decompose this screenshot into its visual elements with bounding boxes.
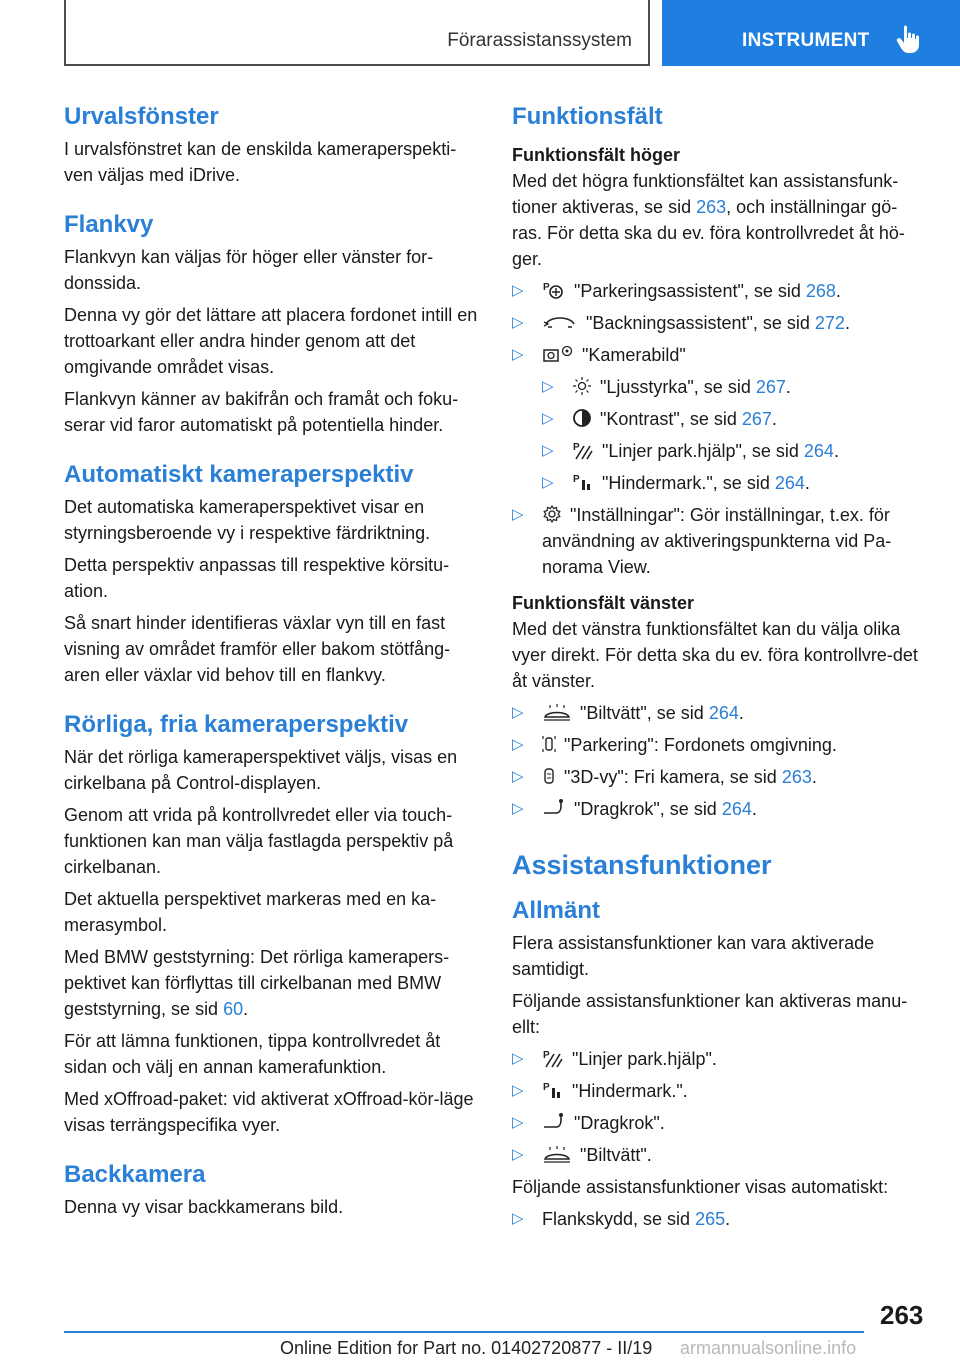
text: Med det högra funktionsfältet kan assistansfunk‐tioner aktiveras, se sid xyxy=(512,171,899,217)
subheading-funktionsfalt-hoger: Funktionsfält höger xyxy=(512,145,680,165)
list-item xyxy=(542,438,926,464)
subheading-funktionsfalt-vanster: Funktionsfält vänster xyxy=(512,593,695,613)
svg-text:P: P xyxy=(573,474,580,485)
text: . xyxy=(243,999,249,1019)
page-link[interactable]: 263 xyxy=(696,197,727,217)
paragraph: Följande assistansfunktioner visas automatiskt: xyxy=(512,1177,889,1197)
list-item xyxy=(512,700,926,726)
list-item xyxy=(512,1142,926,1168)
text: "Linjer park.hjälp", se sid xyxy=(602,441,804,461)
svg-text:P: P xyxy=(543,1050,550,1061)
paragraph: Genom att vrida på kontrollvredet eller via touch‐funktionen kan man välja fastlagda perspektiv på cirkelbanan. xyxy=(64,805,454,877)
paragraph xyxy=(64,944,478,1022)
text: . xyxy=(833,441,839,461)
paragraph: Med det vänstra funktionsfältet kan du välja olika vyer direkt. För detta ska du ev. föra kontrollvre‐det åt vänster. xyxy=(512,619,918,691)
list-marker: ▷ xyxy=(512,736,524,753)
car-wash-icon xyxy=(542,702,572,722)
text: . xyxy=(844,313,850,333)
page-number: 263 xyxy=(880,1300,924,1330)
camera-icon xyxy=(542,344,574,364)
heading-assistansfunktioner: Assistansfunktioner xyxy=(512,850,772,880)
svg-text:P: P xyxy=(573,442,580,453)
svg-text:P: P xyxy=(543,1082,550,1093)
parking-view-icon xyxy=(542,734,556,754)
text: "Hindermark.". xyxy=(572,1081,688,1101)
brightness-icon xyxy=(572,376,592,396)
list-marker: ▷ xyxy=(542,474,554,491)
paragraph: Med xOffroad-paket: vid aktiverat xOffroad-kör‐läge visas terrängspecifika vyer. xyxy=(64,1089,474,1135)
paragraph: Det automatiska kameraperspektivet visar en styrningsberoende vy i respektive färdriktning. xyxy=(64,497,431,543)
heading-backkamera: Backkamera xyxy=(64,1161,206,1188)
list-marker: ▷ xyxy=(512,314,524,331)
footer-divider xyxy=(64,1331,864,1333)
text: "Dragkrok", se sid xyxy=(574,799,722,819)
hand-pointer-icon xyxy=(896,24,924,54)
paragraph: För att lämna funktionen, tippa kontrollvredet åt sidan och välj en annan kamerafunktion. xyxy=(64,1031,441,1077)
paragraph: Denna vy gör det lättare att placera fordonet intill en trottoarkant eller andra hinder genom att det omgivande området visas. xyxy=(64,305,478,377)
list-item xyxy=(542,406,926,432)
text: . xyxy=(835,281,841,301)
3d-view-icon xyxy=(542,766,556,786)
right-column xyxy=(512,100,926,1238)
page-link[interactable]: 268 xyxy=(805,281,836,301)
list-left-functions xyxy=(512,700,926,822)
list-item xyxy=(512,732,926,758)
page-link[interactable]: 267 xyxy=(741,409,772,429)
paragraph xyxy=(512,168,926,272)
paragraph: Så snart hinder identifieras växlar vyn till en fast visning av området framför eller bakom stötfång‐aren eller växlar vid behov till en flankvy. xyxy=(64,613,451,685)
parking-lines-icon xyxy=(542,1048,564,1068)
header-chapter-title: INSTRUMENT xyxy=(742,30,870,51)
list-camera-settings xyxy=(542,374,926,496)
paragraph: Flera assistansfunktioner kan vara aktiverade samtidigt. xyxy=(512,933,875,979)
list-right-functions xyxy=(512,278,926,368)
list-item xyxy=(512,310,926,336)
text: "Parkering": Fordonets omgivning. xyxy=(564,735,837,755)
text: "Inställningar": Gör inställningar, t.ex. för användning av aktiveringspunkterna vid Pa‐norama View. xyxy=(542,505,892,577)
parking-lines-icon xyxy=(572,440,594,460)
page-link[interactable]: 264 xyxy=(708,703,739,723)
text: . xyxy=(725,1209,731,1229)
list-item xyxy=(512,278,926,304)
list-item xyxy=(512,764,926,790)
list-item xyxy=(512,1046,926,1072)
tow-hitch-icon xyxy=(542,798,566,818)
paragraph: Följande assistansfunktioner kan aktiveras manu‐ellt: xyxy=(512,991,908,1037)
page-link[interactable]: 60 xyxy=(223,999,244,1019)
text: "Hindermark.", se sid xyxy=(602,473,775,493)
svg-text:P: P xyxy=(543,282,550,293)
list-item xyxy=(512,502,926,580)
contrast-icon xyxy=(572,408,592,428)
list-marker: ▷ xyxy=(512,346,524,363)
list-marker: ▷ xyxy=(542,378,554,395)
page-link[interactable]: 263 xyxy=(781,767,812,787)
settings-icon xyxy=(542,504,562,524)
watermark: armannualsonline.info xyxy=(680,1338,857,1358)
paragraph: Flankvyn kan väljas för höger eller vänster for‐donssida. xyxy=(64,247,434,293)
text: "Kamerabild" xyxy=(582,345,686,365)
text: "Kontrast", se sid xyxy=(600,409,742,429)
page-link[interactable]: 267 xyxy=(755,377,786,397)
list-item xyxy=(542,374,926,400)
obstacle-marking-icon xyxy=(542,1080,564,1100)
text: "3D-vy": Fri kamera, se sid xyxy=(564,767,782,787)
list-item xyxy=(512,796,926,822)
left-column xyxy=(64,100,478,1226)
list-marker: ▷ xyxy=(512,282,524,299)
page-link[interactable]: 264 xyxy=(774,473,805,493)
text: Med BMW geststyrning: Det rörliga kamerapers‐pektivet kan förflyttas till cirkelbanan med BMW geststyrning, se sid xyxy=(64,947,450,1019)
heading-funktionsfalt: Funktionsfält xyxy=(512,103,663,130)
text: . xyxy=(738,703,744,723)
list-marker: ▷ xyxy=(542,442,554,459)
text: "Biltvätt". xyxy=(580,1145,652,1165)
text: . xyxy=(785,377,791,397)
page-link[interactable]: 272 xyxy=(814,313,845,333)
list-item xyxy=(512,1078,926,1104)
list-manual-functions xyxy=(512,1046,926,1168)
heading-allmant: Allmänt xyxy=(512,897,601,924)
list-marker: ▷ xyxy=(542,410,554,427)
list-item xyxy=(542,470,926,496)
paragraph: Denna vy visar backkamerans bild. xyxy=(64,1197,344,1217)
heading-urvalsfonster: Urvalsfönster xyxy=(64,103,219,130)
page-link[interactable]: 265 xyxy=(695,1209,726,1229)
list-marker: ▷ xyxy=(512,1146,524,1163)
text: . xyxy=(811,767,817,787)
paragraph: Flankvyn känner av bakifrån och framåt och foku‐serar vid faror automatiskt på potentiella hinder. xyxy=(64,389,459,435)
text: "Linjer park.hjälp". xyxy=(572,1049,717,1069)
list-marker: ▷ xyxy=(512,800,524,817)
text: . xyxy=(751,799,757,819)
list-item xyxy=(512,1206,926,1232)
header-section-title: Förarassistanssystem xyxy=(447,30,632,51)
car-wash-icon xyxy=(542,1144,572,1164)
text: , och inställningar gö‐ras. För detta ska du ev. föra kontrollvredet åt hö‐ger. xyxy=(512,197,905,269)
list-marker: ▷ xyxy=(512,704,524,721)
footer-edition: Online Edition for Part no. 01402720877 - II/19 xyxy=(280,1338,653,1358)
header-section-box xyxy=(64,0,650,66)
parking-assistant-icon xyxy=(542,280,566,300)
heading-automatiskt-kameraperspektiv: Automatiskt kameraperspektiv xyxy=(64,461,414,488)
text: "Backningsassistent", se sid xyxy=(586,313,815,333)
text: "Ljusstyrka", se sid xyxy=(600,377,756,397)
text: "Biltvätt", se sid xyxy=(580,703,709,723)
list-settings xyxy=(512,502,926,580)
list-marker: ▷ xyxy=(512,1114,524,1131)
list-marker: ▷ xyxy=(512,1210,524,1227)
text: Flankskydd, se sid xyxy=(542,1209,696,1229)
list-item xyxy=(512,1110,926,1136)
list-marker: ▷ xyxy=(512,768,524,785)
obstacle-marking-icon xyxy=(572,472,594,492)
text: . xyxy=(804,473,810,493)
list-marker: ▷ xyxy=(512,506,524,523)
text: . xyxy=(771,409,777,429)
heading-rorliga-kameraperspektiv: Rörliga, fria kameraperspektiv xyxy=(64,711,409,738)
list-marker: ▷ xyxy=(512,1082,524,1099)
heading-flankvy: Flankvy xyxy=(64,211,154,238)
list-automatic-functions xyxy=(512,1206,926,1232)
paragraph: Detta perspektiv anpassas till respektive körsitu‐ation. xyxy=(64,555,450,601)
text: "Dragkrok". xyxy=(574,1113,665,1133)
paragraph: När det rörliga kameraperspektivet väljs, visas en cirkelbana på Control-displayen. xyxy=(64,747,458,793)
tow-hitch-icon xyxy=(542,1112,566,1132)
reversing-assistant-icon xyxy=(542,312,578,332)
paragraph: Det aktuella perspektivet markeras med en ka‐merasymbol. xyxy=(64,889,437,935)
page-link[interactable]: 264 xyxy=(803,441,834,461)
page-link[interactable]: 264 xyxy=(721,799,752,819)
paragraph: I urvalsfönstret kan de enskilda kameraperspekti‐ven väljas med iDrive. xyxy=(64,139,457,185)
text: "Parkeringsassistent", se sid xyxy=(574,281,806,301)
header-chapter-tab[interactable] xyxy=(662,0,960,66)
list-marker: ▷ xyxy=(512,1050,524,1067)
list-item xyxy=(512,342,926,368)
